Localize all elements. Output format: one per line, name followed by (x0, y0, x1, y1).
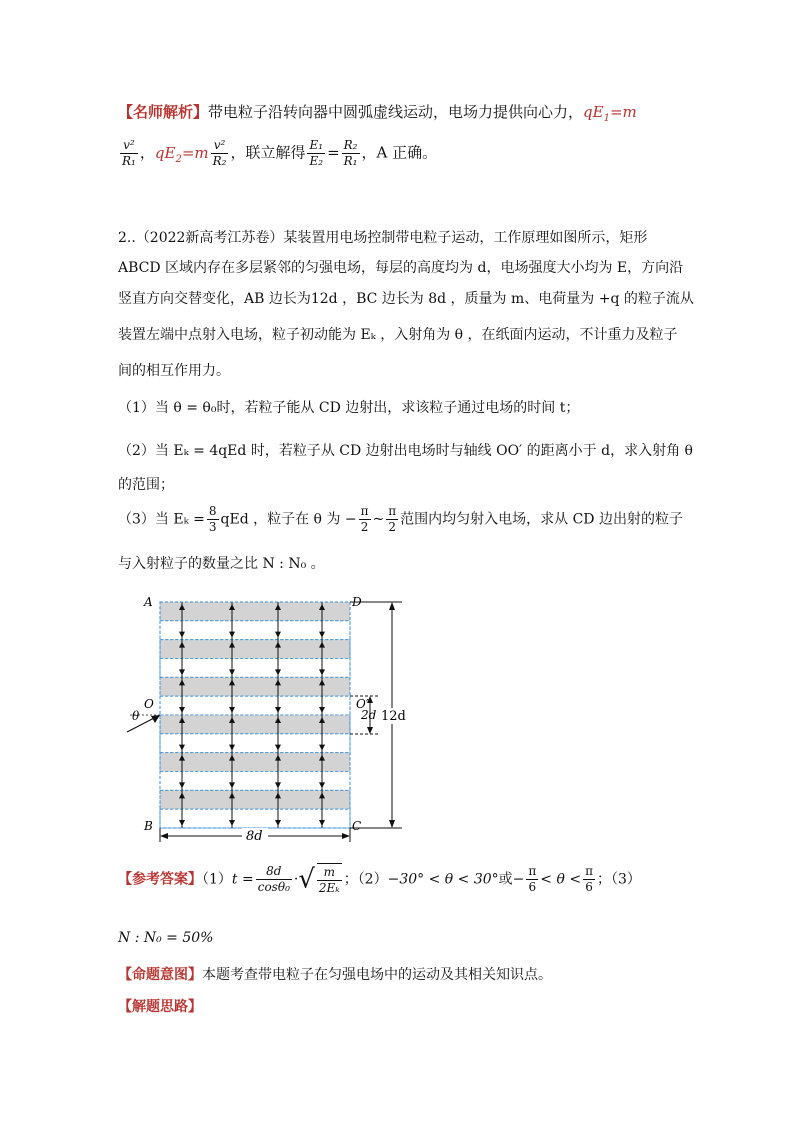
analysis-text1: 带电粒子沿转向器中圆弧虚线运动，电场力提供向心力， (208, 103, 584, 121)
question-part-1: （1）当 θ = θ₀时，若粒子能从 CD 边射出，求该粒子通过电场的时间 t； (118, 400, 580, 416)
question-part-3a: （3）当 Eₖ = $\frac{8}{3}$ qEd ，粒子在 θ 为 − $\frac{\pi}{2}$ ~ $\frac{\pi}{2}$ 范围内均匀射入电场，求从 CD 边出射的粒子 (118, 504, 683, 534)
question-line-4: 装置左端中点射入电场，粒子初动能为 Eₖ ，入射角为 θ ，在纸面内运动，不计重力及粒子 (118, 327, 678, 343)
fraction-R2-R1: $\frac{\text{R₂}}{\text{R₁}}$ (343, 138, 358, 168)
equals-sign: = (327, 143, 340, 162)
fraction-8d-cos: $\frac{8d}{\text{cosθ₀}}$ (257, 864, 290, 894)
approach-label: 【解题思路】 (118, 999, 202, 1015)
height-arrow-top (389, 602, 395, 610)
intent-label: 【命题意图】 (118, 967, 202, 983)
answer-line-1: 【参考答案】（1）t = $\frac{8d}{\text{cosθ₀}}$ ·√ $\frac{m}{\text{2Eₖ}}$ ；（2）−30° < θ < 30°或− $\frac{\pi}{6}$ < θ < $\frac{\pi}{6}$ ；（3） (118, 864, 641, 895)
label-12d: 12d (381, 709, 406, 724)
analysis-eq1: $qE_1=m$ (583, 103, 637, 124)
analysis-line-2 (118, 138, 437, 169)
fraction-pi-2-b: $\frac{\pi}{2}$ (388, 504, 397, 534)
label-D: D (352, 595, 362, 609)
fraction-pi-6-a: $\frac{\pi}{6}$ (528, 864, 537, 894)
separator: ， (139, 143, 155, 162)
question-line-2: ABCD 区域内存在多层紧邻的匀强电场，每层的高度均为 d，电场强度大小均为 E，方向沿 (118, 260, 684, 276)
question-part-2b: 的范围； (118, 477, 174, 493)
question-line-3: 竖直方向交替变化，AB 边长为12d ，BC 边长为 8d ，质量为 m、电荷量为 +q 的粒子流从 (118, 291, 694, 307)
fraction-v2-R1: $\frac{\text{v²}}{\text{R₁}}$ (122, 138, 136, 168)
field-diagram (120, 590, 420, 845)
label-O: O (144, 697, 154, 711)
answer-label: 【参考答案】 (118, 871, 202, 888)
fraction-8-3: $\frac{8}{3}$ (208, 504, 217, 534)
analysis-line-1 (118, 101, 637, 130)
question-line-5: 间的相互作用力。 (118, 363, 230, 379)
question-line-1: 2..（2022新高考江苏卷）某装置用电场控制带电粒子运动，工作原理如图所示，矩形 (118, 230, 648, 246)
analysis-text2: ，联立解得 (230, 143, 306, 162)
label-O-prime: O′ (356, 697, 369, 711)
fraction-E1-E2: $\frac{\text{E₁}}{\text{E₂}}$ (309, 138, 324, 168)
label-C: C (352, 819, 362, 833)
analysis-label: 【名师解析】 (118, 103, 209, 121)
label-8d: 8d (246, 829, 263, 844)
answer-ratio: N : N₀ = 50% (118, 930, 214, 946)
label-theta: θ (132, 709, 140, 723)
fraction-pi-6-b: $\frac{\pi}{6}$ (585, 864, 593, 894)
question-part-3b: 与入射粒子的数量之比 N : N₀ 。 (118, 556, 325, 572)
height-arrow-bottom (389, 820, 395, 828)
intent-line (118, 964, 552, 986)
label-B: B (144, 819, 153, 833)
analysis-text3: ，A 正确。 (361, 143, 438, 162)
fraction-pi-2-a: $\frac{\pi}{2}$ (360, 504, 369, 534)
approach-line (118, 996, 202, 1018)
sqrt-expression: √ $\frac{m}{\text{2Eₖ}}$ (298, 864, 340, 895)
intent-text: 本题考查带电粒子在匀强电场中的运动及其相关知识点。 (202, 967, 552, 983)
fraction-v2-R2: $\frac{\text{v²}}{\text{R₂}}$ (212, 138, 227, 168)
question-part-2a: （2）当 Eₖ = 4qEd 时，若粒子从 CD 边射出电场时与轴线 OO′ 的距离小于 d，求入射角 θ (118, 443, 693, 459)
label-A: A (144, 595, 153, 609)
label-2d: 2d (361, 708, 377, 722)
analysis-eq2: $qE_2=m$ (154, 143, 209, 165)
